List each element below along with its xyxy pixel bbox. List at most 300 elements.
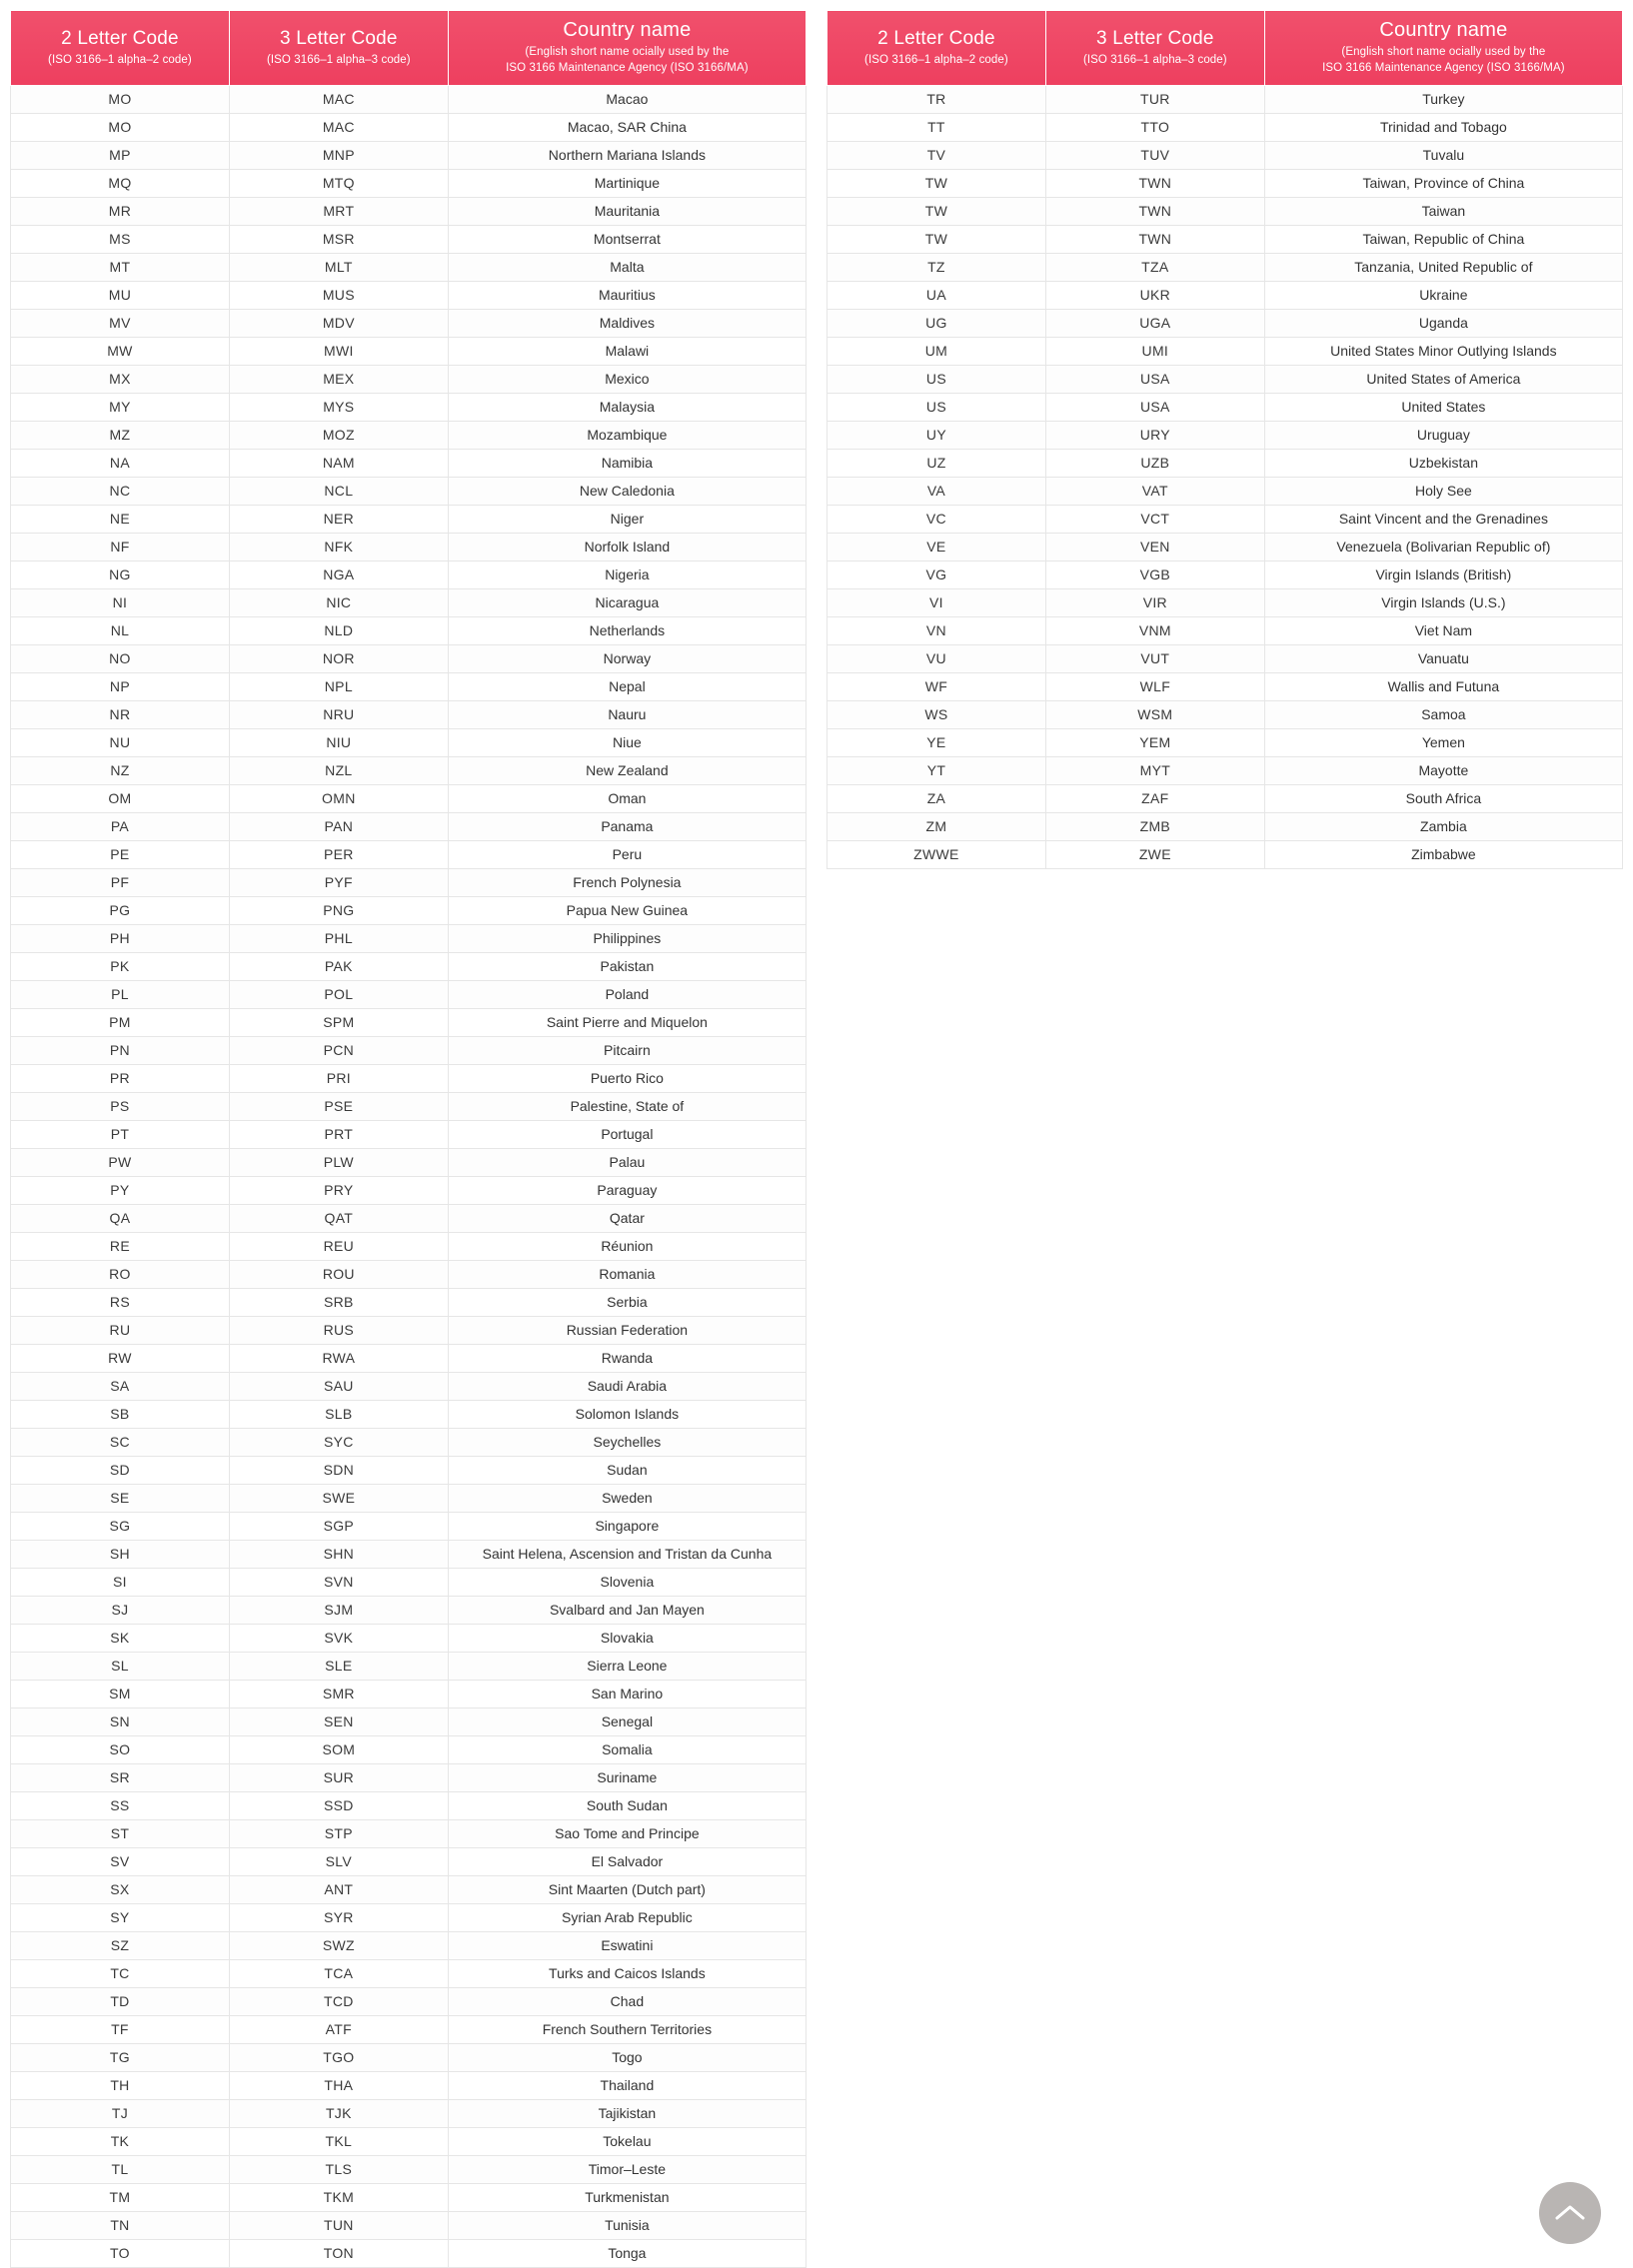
header-3-letter-title: 3 Letter Code [279, 27, 398, 49]
cell-alpha3: RWA [229, 1344, 448, 1372]
cell-alpha2: PN [11, 1036, 230, 1064]
header-country-name [1264, 11, 1622, 86]
table-row [11, 644, 807, 672]
cell-alpha2: SK [11, 1624, 230, 1652]
table-row [827, 700, 1623, 728]
cell-alpha2: VU [827, 644, 1046, 672]
cell-country-name: Slovakia [448, 1624, 806, 1652]
cell-alpha2: NA [11, 449, 230, 477]
cell-alpha3: VNM [1045, 616, 1264, 644]
cell-country-name: Zambia [1264, 812, 1622, 840]
cell-alpha2: TK [11, 2127, 230, 2155]
table-row [827, 449, 1623, 477]
cell-alpha3: VCT [1045, 505, 1264, 533]
table-row [827, 728, 1623, 756]
cell-country-name: Trinidad and Tobago [1264, 113, 1622, 141]
cell-alpha3: SOM [229, 1735, 448, 1763]
back-to-top-button[interactable] [1539, 2182, 1601, 2244]
cell-country-name: United States Minor Outlying Islands [1264, 337, 1622, 365]
cell-alpha3: TON [229, 2239, 448, 2267]
cell-alpha2: NI [11, 588, 230, 616]
cell-country-name: Oman [448, 784, 806, 812]
cell-alpha2: TF [11, 2015, 230, 2043]
cell-alpha2: MO [11, 85, 230, 113]
cell-country-name: San Marino [448, 1680, 806, 1707]
header-country-title: Country name [1379, 19, 1508, 41]
cell-alpha3: ANT [229, 1875, 448, 1903]
cell-alpha3: PAK [229, 952, 448, 980]
cell-alpha2: NZ [11, 756, 230, 784]
cell-alpha2: SR [11, 1763, 230, 1791]
cell-country-name: Togo [448, 2043, 806, 2071]
cell-alpha3: PNG [229, 896, 448, 924]
cell-alpha3: NZL [229, 756, 448, 784]
table-row [11, 225, 807, 253]
cell-alpha3: OMN [229, 784, 448, 812]
cell-alpha2: PG [11, 896, 230, 924]
cell-alpha3: PRI [229, 1064, 448, 1092]
table-row [827, 253, 1623, 281]
cell-country-name: Romania [448, 1260, 806, 1288]
cell-alpha2: UY [827, 421, 1046, 449]
cell-alpha2: TO [11, 2239, 230, 2267]
cell-alpha3: NFK [229, 533, 448, 561]
cell-alpha2: TL [11, 2155, 230, 2183]
cell-alpha2: MS [11, 225, 230, 253]
table-row [11, 1707, 807, 1735]
cell-alpha3: USA [1045, 393, 1264, 421]
cell-country-name: Syrian Arab Republic [448, 1903, 806, 1931]
cell-alpha2: US [827, 365, 1046, 393]
cell-country-name: Saint Helena, Ascension and Tristan da Cunha [448, 1540, 806, 1568]
cell-alpha3: WLF [1045, 672, 1264, 700]
cell-country-name: Tanzania, United Republic of [1264, 253, 1622, 281]
cell-alpha2: SI [11, 1568, 230, 1596]
cell-alpha2: VE [827, 533, 1046, 561]
table-body-right [827, 85, 1623, 868]
cell-alpha2: ZWWE [827, 840, 1046, 868]
header-country-sub-2: ISO 3166 Maintenance Agency (ISO 3166/MA) [1322, 62, 1565, 75]
cell-alpha3: QAT [229, 1204, 448, 1232]
table-row [11, 113, 807, 141]
cell-alpha2: US [827, 393, 1046, 421]
cell-alpha2: MY [11, 393, 230, 421]
cell-alpha2: UM [827, 337, 1046, 365]
cell-country-name: Tuvalu [1264, 141, 1622, 169]
table-row [11, 1512, 807, 1540]
table-row [11, 85, 807, 113]
cell-country-name: Niue [448, 728, 806, 756]
cell-alpha3: UZB [1045, 449, 1264, 477]
cell-alpha2: VC [827, 505, 1046, 533]
cell-alpha3: TGO [229, 2043, 448, 2071]
cell-alpha3: MSR [229, 225, 448, 253]
table-row [11, 169, 807, 197]
cell-alpha2: WS [827, 700, 1046, 728]
table-row [11, 1568, 807, 1596]
cell-alpha2: TW [827, 197, 1046, 225]
cell-alpha3: ZWE [1045, 840, 1264, 868]
table-row [11, 812, 807, 840]
table-row [11, 1624, 807, 1652]
cell-country-name: Taiwan, Republic of China [1264, 225, 1622, 253]
cell-country-name: Mozambique [448, 421, 806, 449]
cell-alpha3: SWZ [229, 1931, 448, 1959]
cell-alpha2: PY [11, 1176, 230, 1204]
cell-alpha2: SX [11, 1875, 230, 1903]
cell-alpha2: RU [11, 1316, 230, 1344]
cell-country-name: Puerto Rico [448, 1064, 806, 1092]
cell-alpha3: MWI [229, 337, 448, 365]
table-row [11, 1903, 807, 1931]
cell-alpha3: REU [229, 1232, 448, 1260]
cell-country-name: Nicaragua [448, 588, 806, 616]
right-table-wrapper [816, 0, 1633, 869]
table-row [11, 1176, 807, 1204]
table-row [11, 1819, 807, 1847]
cell-alpha2: MQ [11, 169, 230, 197]
table-row [11, 421, 807, 449]
table-row [827, 393, 1623, 421]
cell-country-name: Uzbekistan [1264, 449, 1622, 477]
cell-country-name: Uruguay [1264, 421, 1622, 449]
table-row [827, 309, 1623, 337]
cell-alpha3: TTO [1045, 113, 1264, 141]
cell-country-name: Viet Nam [1264, 616, 1622, 644]
cell-alpha2: ZM [827, 812, 1046, 840]
table-row [11, 1763, 807, 1791]
cell-alpha2: VN [827, 616, 1046, 644]
cell-country-name: South Africa [1264, 784, 1622, 812]
cell-alpha2: SE [11, 1484, 230, 1512]
cell-alpha2: TM [11, 2183, 230, 2211]
table-row [11, 1791, 807, 1819]
cell-country-name: French Polynesia [448, 868, 806, 896]
cell-alpha3: SVK [229, 1624, 448, 1652]
cell-alpha2: NP [11, 672, 230, 700]
cell-alpha2: MP [11, 141, 230, 169]
cell-alpha3: ATF [229, 2015, 448, 2043]
table-row [11, 1484, 807, 1512]
cell-country-name: Norway [448, 644, 806, 672]
table-row [827, 477, 1623, 505]
left-table-wrapper [0, 0, 816, 2268]
cell-alpha2: WF [827, 672, 1046, 700]
cell-alpha3: SEN [229, 1707, 448, 1735]
table-row [11, 700, 807, 728]
table-row [11, 141, 807, 169]
cell-alpha3: PHL [229, 924, 448, 952]
table-row [11, 672, 807, 700]
cell-alpha3: PCN [229, 1036, 448, 1064]
cell-alpha3: NGA [229, 561, 448, 588]
cell-country-name: Wallis and Futuna [1264, 672, 1622, 700]
cell-alpha2: PW [11, 1148, 230, 1176]
cell-country-name: Mayotte [1264, 756, 1622, 784]
cell-country-name: Yemen [1264, 728, 1622, 756]
cell-alpha3: VEN [1045, 533, 1264, 561]
header-country-title: Country name [563, 19, 692, 41]
cell-alpha3: NER [229, 505, 448, 533]
cell-country-name: Mauritania [448, 197, 806, 225]
header-country-name [448, 11, 806, 86]
cell-alpha3: PLW [229, 1148, 448, 1176]
cell-country-name: Holy See [1264, 477, 1622, 505]
cell-country-name: Pitcairn [448, 1036, 806, 1064]
table-row [11, 2239, 807, 2267]
header-row [827, 11, 1623, 86]
cell-country-name: Saint Pierre and Miquelon [448, 1008, 806, 1036]
cell-alpha3: SUR [229, 1763, 448, 1791]
table-row [11, 588, 807, 616]
cell-alpha3: MDV [229, 309, 448, 337]
cell-country-name: Virgin Islands (U.S.) [1264, 588, 1622, 616]
table-row [827, 85, 1623, 113]
cell-alpha3: VUT [1045, 644, 1264, 672]
table-row [11, 449, 807, 477]
cell-alpha2: RO [11, 1260, 230, 1288]
cell-alpha3: MNP [229, 141, 448, 169]
cell-country-name: Montserrat [448, 225, 806, 253]
cell-alpha2: MV [11, 309, 230, 337]
cell-country-name: Virgin Islands (British) [1264, 561, 1622, 588]
cell-country-name: Senegal [448, 1707, 806, 1735]
cell-alpha3: PRY [229, 1176, 448, 1204]
table-row [827, 141, 1623, 169]
cell-country-name: Somalia [448, 1735, 806, 1763]
cell-alpha2: PS [11, 1092, 230, 1120]
table-row [11, 1232, 807, 1260]
table-row [11, 393, 807, 421]
cell-alpha3: USA [1045, 365, 1264, 393]
table-row [11, 1316, 807, 1344]
cell-alpha2: SH [11, 1540, 230, 1568]
table-row [11, 1036, 807, 1064]
cell-alpha3: POL [229, 980, 448, 1008]
cell-country-name: Paraguay [448, 1176, 806, 1204]
cell-country-name: Namibia [448, 449, 806, 477]
cell-alpha2: PA [11, 812, 230, 840]
cell-alpha3: MAC [229, 113, 448, 141]
cell-alpha3: YEM [1045, 728, 1264, 756]
cell-alpha3: NIC [229, 588, 448, 616]
cell-country-name: Sweden [448, 1484, 806, 1512]
cell-country-name: Poland [448, 980, 806, 1008]
cell-country-name: Panama [448, 812, 806, 840]
cell-alpha3: TWN [1045, 197, 1264, 225]
cell-alpha2: TJ [11, 2099, 230, 2127]
header-country-sub-1: (English short name ocially used by the [525, 46, 730, 58]
cell-alpha3: MYT [1045, 756, 1264, 784]
table-row [11, 1428, 807, 1456]
table-row [827, 756, 1623, 784]
cell-alpha3: SLE [229, 1652, 448, 1680]
cell-alpha3: MRT [229, 197, 448, 225]
cell-alpha3: MEX [229, 365, 448, 393]
cell-alpha3: MUS [229, 281, 448, 309]
cell-alpha3: NCL [229, 477, 448, 505]
table-body-left [11, 85, 807, 2267]
cell-country-name: New Caledonia [448, 477, 806, 505]
table-row [11, 309, 807, 337]
cell-alpha2: NC [11, 477, 230, 505]
cell-country-name: Turks and Caicos Islands [448, 1959, 806, 1987]
table-row [11, 477, 807, 505]
table-row [11, 2099, 807, 2127]
cell-country-name: Macao [448, 85, 806, 113]
cell-country-name: Russian Federation [448, 1316, 806, 1344]
cell-country-name: Thailand [448, 2071, 806, 2099]
cell-alpha3: TKM [229, 2183, 448, 2211]
cell-country-name: Pakistan [448, 952, 806, 980]
cell-alpha2: OM [11, 784, 230, 812]
table-row [11, 2211, 807, 2239]
table-row [11, 1987, 807, 2015]
cell-alpha2: ST [11, 1819, 230, 1847]
table-row [827, 197, 1623, 225]
cell-alpha3: MTQ [229, 169, 448, 197]
cell-country-name: Samoa [1264, 700, 1622, 728]
cell-country-name: Papua New Guinea [448, 896, 806, 924]
cell-alpha3: RUS [229, 1316, 448, 1344]
cell-country-name: Nepal [448, 672, 806, 700]
table-row [11, 1064, 807, 1092]
table-row [11, 1540, 807, 1568]
table-row [11, 505, 807, 533]
cell-alpha3: STP [229, 1819, 448, 1847]
table-row [827, 840, 1623, 868]
cell-country-name: Uganda [1264, 309, 1622, 337]
cell-country-name: Portugal [448, 1120, 806, 1148]
cell-country-name: Turkmenistan [448, 2183, 806, 2211]
header-2-letter-title: 2 Letter Code [877, 27, 995, 49]
cell-alpha3: THA [229, 2071, 448, 2099]
table-row [11, 2015, 807, 2043]
cell-country-name: Qatar [448, 1204, 806, 1232]
cell-alpha3: PSE [229, 1092, 448, 1120]
cell-country-name: Palestine, State of [448, 1092, 806, 1120]
cell-alpha2: SZ [11, 1931, 230, 1959]
cell-country-name: Svalbard and Jan Mayen [448, 1596, 806, 1624]
table-row [11, 1008, 807, 1036]
cell-alpha3: VAT [1045, 477, 1264, 505]
header-3-letter-sub: (ISO 3166–1 alpha–3 code) [1082, 53, 1227, 66]
header-2-letter-sub: (ISO 3166–1 alpha–2 code) [864, 53, 1008, 66]
table-row [11, 365, 807, 393]
cell-alpha3: PAN [229, 812, 448, 840]
header-3-letter-code [229, 11, 448, 86]
table-row [11, 896, 807, 924]
cell-country-name: Malawi [448, 337, 806, 365]
cell-alpha2: UA [827, 281, 1046, 309]
cell-alpha2: MO [11, 113, 230, 141]
cell-alpha2: MW [11, 337, 230, 365]
cell-alpha3: ZMB [1045, 812, 1264, 840]
table-row [11, 1735, 807, 1763]
cell-alpha3: NLD [229, 616, 448, 644]
country-code-table-left [10, 10, 807, 2268]
cell-country-name: Malta [448, 253, 806, 281]
cell-alpha2: NE [11, 505, 230, 533]
cell-alpha3: TJK [229, 2099, 448, 2127]
cell-country-name: New Zealand [448, 756, 806, 784]
cell-alpha3: SGP [229, 1512, 448, 1540]
table-row [827, 784, 1623, 812]
cell-alpha3: TWN [1045, 225, 1264, 253]
cell-alpha3: SJM [229, 1596, 448, 1624]
table-row [11, 1204, 807, 1232]
cell-alpha2: SY [11, 1903, 230, 1931]
cell-alpha2: TW [827, 225, 1046, 253]
cell-alpha3: PER [229, 840, 448, 868]
cell-alpha3: SDN [229, 1456, 448, 1484]
table-row [11, 952, 807, 980]
cell-country-name: Nauru [448, 700, 806, 728]
cell-alpha3: TLS [229, 2155, 448, 2183]
cell-alpha3: ROU [229, 1260, 448, 1288]
table-row [827, 113, 1623, 141]
table-row [11, 2127, 807, 2155]
table-header-right [827, 11, 1623, 86]
cell-alpha3: SWE [229, 1484, 448, 1512]
table-row [11, 533, 807, 561]
cell-alpha3: NOR [229, 644, 448, 672]
cell-country-name: Venezuela (Bolivarian Republic of) [1264, 533, 1622, 561]
cell-alpha3: MYS [229, 393, 448, 421]
table-row [827, 616, 1623, 644]
cell-country-name: Sierra Leone [448, 1652, 806, 1680]
table-row [11, 197, 807, 225]
cell-alpha3: MAC [229, 85, 448, 113]
cell-alpha2: SN [11, 1707, 230, 1735]
cell-country-name: Turkey [1264, 85, 1622, 113]
cell-country-name: Tokelau [448, 2127, 806, 2155]
table-row [11, 2071, 807, 2099]
table-row [11, 337, 807, 365]
cell-alpha2: MU [11, 281, 230, 309]
table-row [11, 1092, 807, 1120]
cell-country-name: Mexico [448, 365, 806, 393]
cell-country-name: Niger [448, 505, 806, 533]
table-row [11, 1148, 807, 1176]
cell-alpha2: NO [11, 644, 230, 672]
header-2-letter-sub: (ISO 3166–1 alpha–2 code) [48, 53, 192, 66]
cell-alpha3: TUR [1045, 85, 1264, 113]
cell-country-name: Saint Vincent and the Grenadines [1264, 505, 1622, 533]
cell-country-name: Chad [448, 1987, 806, 2015]
cell-alpha3: SHN [229, 1540, 448, 1568]
table-row [11, 784, 807, 812]
cell-country-name: Sint Maarten (Dutch part) [448, 1875, 806, 1903]
cell-alpha3: WSM [1045, 700, 1264, 728]
cell-alpha2: ZA [827, 784, 1046, 812]
cell-alpha3: VIR [1045, 588, 1264, 616]
table-row [11, 980, 807, 1008]
cell-alpha2: TZ [827, 253, 1046, 281]
cell-country-name: Philippines [448, 924, 806, 952]
cell-alpha2: VG [827, 561, 1046, 588]
cell-alpha2: SV [11, 1847, 230, 1875]
cell-alpha3: SYC [229, 1428, 448, 1456]
cell-country-name: Maldives [448, 309, 806, 337]
cell-alpha2: NG [11, 561, 230, 588]
table-row [827, 337, 1623, 365]
cell-alpha2: MZ [11, 421, 230, 449]
table-row [11, 561, 807, 588]
cell-alpha2: PM [11, 1008, 230, 1036]
cell-country-name: Netherlands [448, 616, 806, 644]
table-row [11, 1344, 807, 1372]
